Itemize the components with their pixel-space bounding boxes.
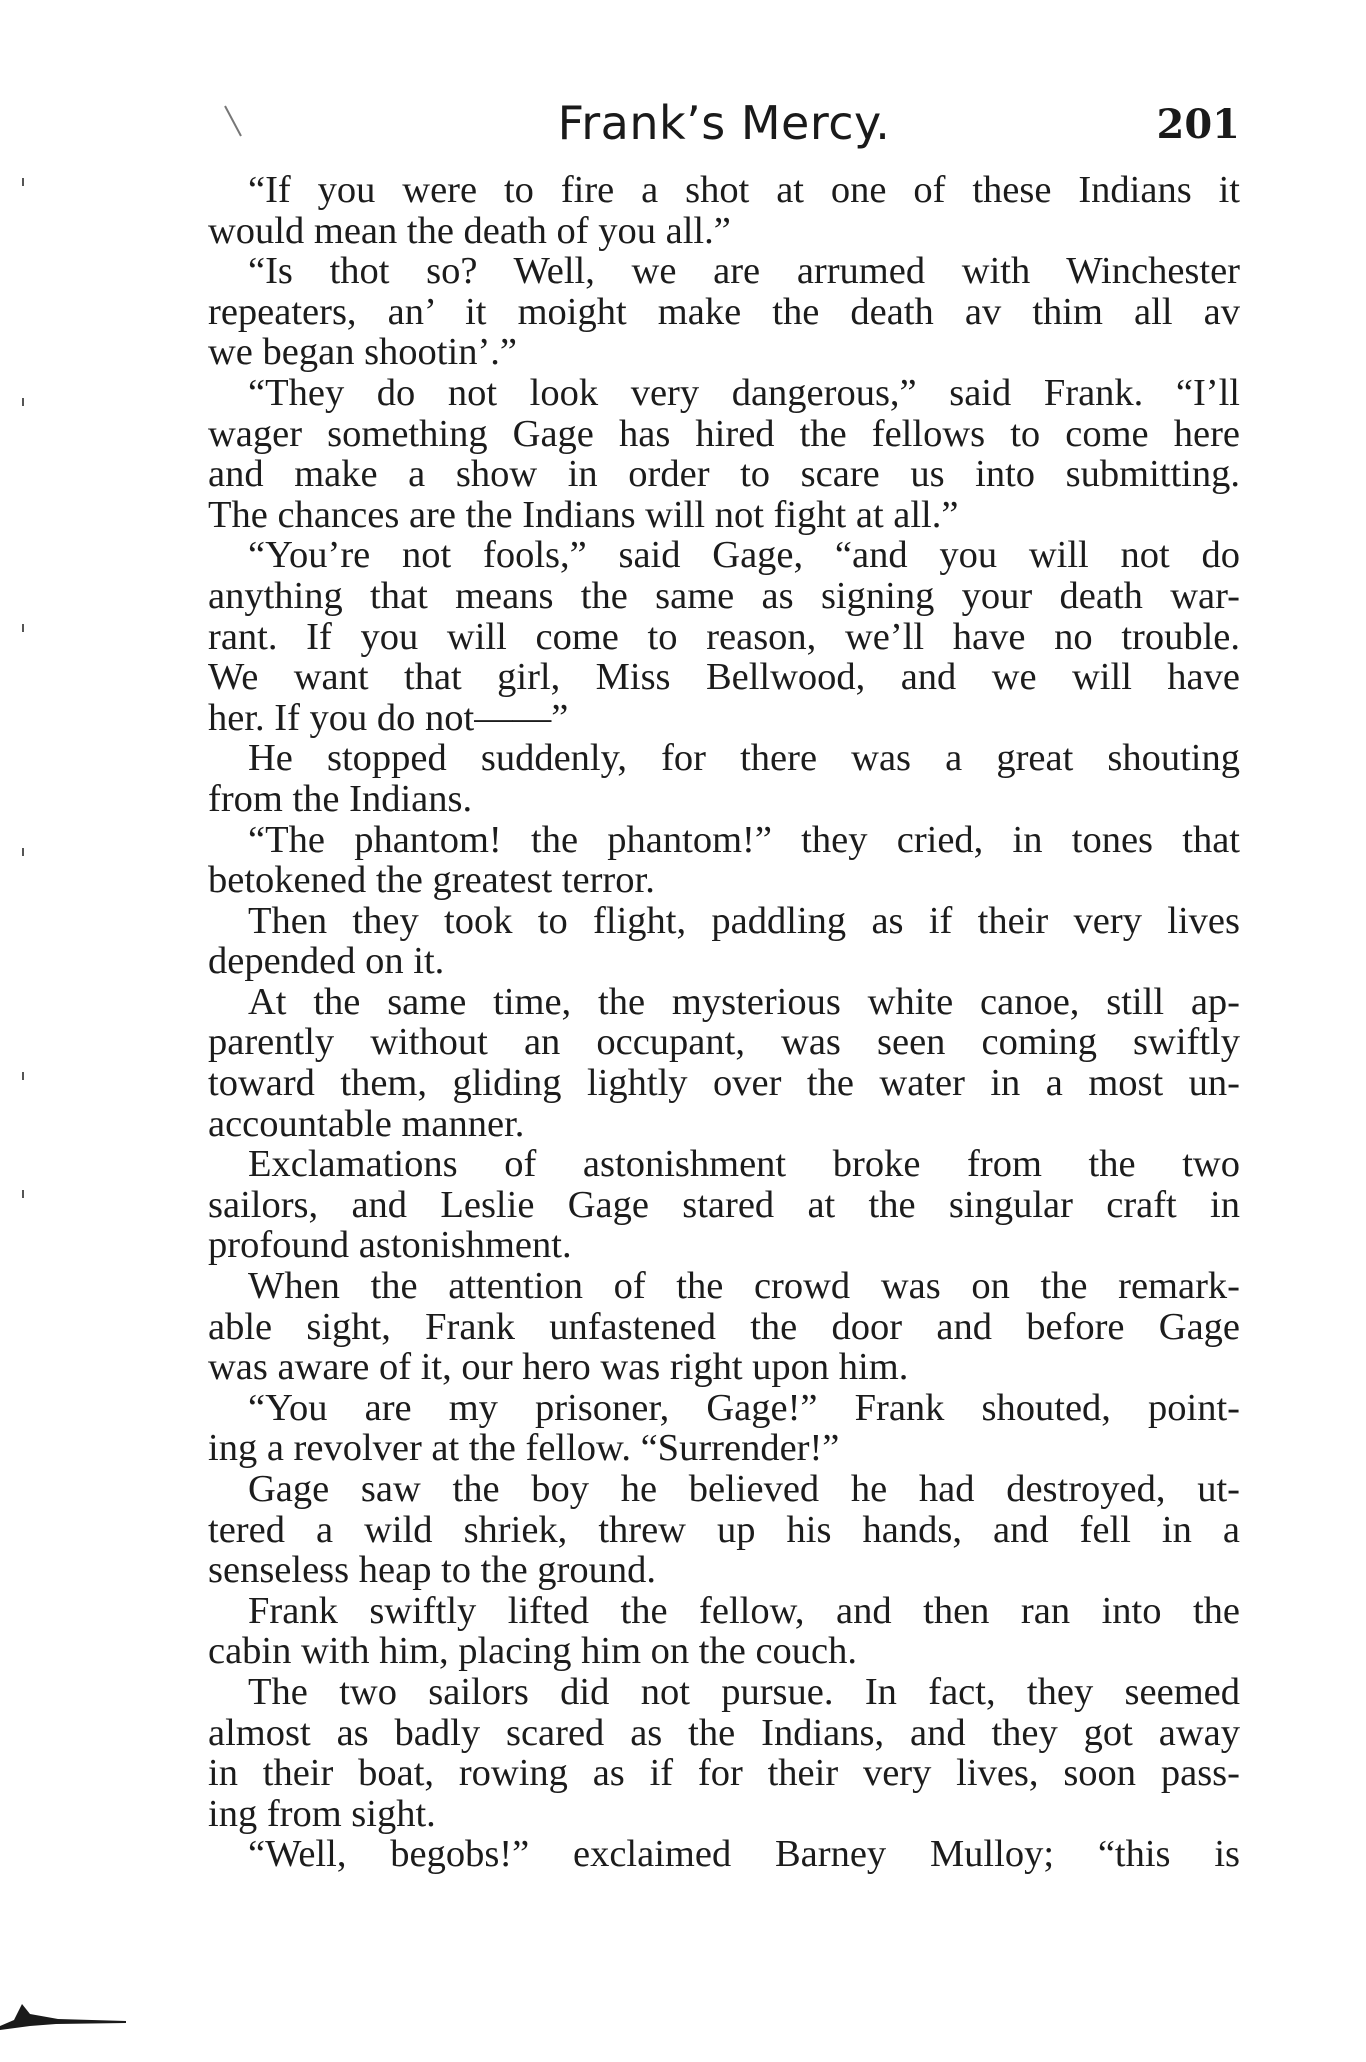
text-line: accountable manner. [208,1102,525,1145]
text-line: Gage saw the boy he believed he had destroyed, ut- [248,1468,1240,1510]
text-line: cabin with him, placing him on the couch. [208,1630,858,1673]
body-text [208,170,1240,1875]
scan-speck [22,848,24,856]
paragraph [208,170,1240,251]
text-line: Frank swiftly lifted the fellow, and then ran into the [248,1589,1240,1632]
page-number: 201 [1156,101,1240,148]
text-line: almost as badly scared as the Indians, and they got away [208,1711,1240,1754]
text-line: When the attention of the crowd was on the remark- [248,1265,1240,1308]
text-line: The chances are the Indians will not fight at all.” [208,493,959,536]
text-line: “You’re not fools,” said Gage, “and you will not do [248,534,1240,577]
text-line: The two sailors did not pursue. In fact, they seemed [248,1670,1240,1713]
text-line: would mean the death of you all.” [208,209,731,252]
text-line: profound astonishment. [208,1224,572,1267]
paragraph [208,901,1240,982]
text-line: Then they took to flight, paddling as if their very lives [248,899,1240,942]
text-line: her. If you do not——” [208,696,569,739]
scan-speck [22,624,24,632]
text-line: “Is thot so? Well, we are arrumed with Winchester [248,250,1240,293]
paragraph [208,982,1240,1144]
text-line: repeaters, an’ it moight make the death av thim all av [208,290,1240,333]
text-line: wager something Gage has hired the fellows to come here [208,412,1240,455]
text-line: He stopped suddenly, for there was a great shouting [248,737,1240,780]
text-line: Exclamations of astonishment broke from the two [248,1143,1240,1186]
paragraph [208,738,1240,819]
text-line: sailors, and Leslie Gage stared at the singular craft in [208,1183,1240,1226]
scan-speck [22,1190,24,1198]
paragraph [208,1144,1240,1266]
paragraph [208,535,1240,738]
text-line: we began shootin’.” [208,331,517,374]
text-line: “The phantom! the phantom!” they cried, in tones that [248,818,1240,861]
text-line: “If you were to fire a shot at one of these Indians it [248,169,1240,211]
text-line: At the same time, the mysterious white canoe, still ap- [248,980,1240,1023]
text-line: in their boat, rowing as if for their very lives, soon pass- [208,1752,1240,1795]
text-line: “Well, begobs!” exclaimed Barney Mulloy; “this is [248,1833,1240,1876]
text-line: anything that means the same as signing your death war- [208,574,1240,617]
scan-speck [22,178,24,186]
text-line: tered a wild shriek, threw up his hands, and fell in a [208,1508,1240,1551]
paragraph [208,251,1240,373]
paragraph [208,1834,1240,1875]
text-line: and make a show in order to scare us into submitting. [208,453,1240,496]
text-line: rant. If you will come to reason, we’ll have no trouble. [208,615,1240,658]
text-line: “You are my prisoner, Gage!” Frank shouted, point- [248,1386,1240,1429]
running-title: Frank’s Mercy. [557,96,891,150]
text-line: “They do not look very dangerous,” said Frank. “I’ll [248,371,1240,414]
text-line: betokened the greatest terror. [208,859,655,902]
text-line: senseless heap to the ground. [208,1549,656,1592]
paragraph [208,1388,1240,1469]
paragraph [208,373,1240,535]
scan-speck [22,1072,24,1080]
running-head [208,88,1240,158]
text-line: from the Indians. [208,777,473,820]
paragraph [208,1591,1240,1672]
scan-edge-blot [0,1990,140,2030]
text-line: depended on it. [208,940,445,983]
text-line: parently without an occupant, was seen coming swiftly [208,1021,1240,1064]
text-line: was aware of it, our hero was right upon him. [208,1346,909,1389]
paragraph [208,820,1240,901]
paragraph [208,1469,1240,1591]
text-line: We want that girl, Miss Bellwood, and we will have [208,656,1240,699]
text-line: toward them, gliding lightly over the water in a most un- [208,1062,1240,1105]
text-line: ing from sight. [208,1792,436,1835]
paragraph [208,1672,1240,1834]
text-line: ing a revolver at the fellow. “Surrender!” [208,1427,840,1470]
paragraph [208,1266,1240,1388]
scan-speck [22,398,24,406]
text-line: able sight, Frank unfastened the door and before Gage [208,1305,1240,1348]
